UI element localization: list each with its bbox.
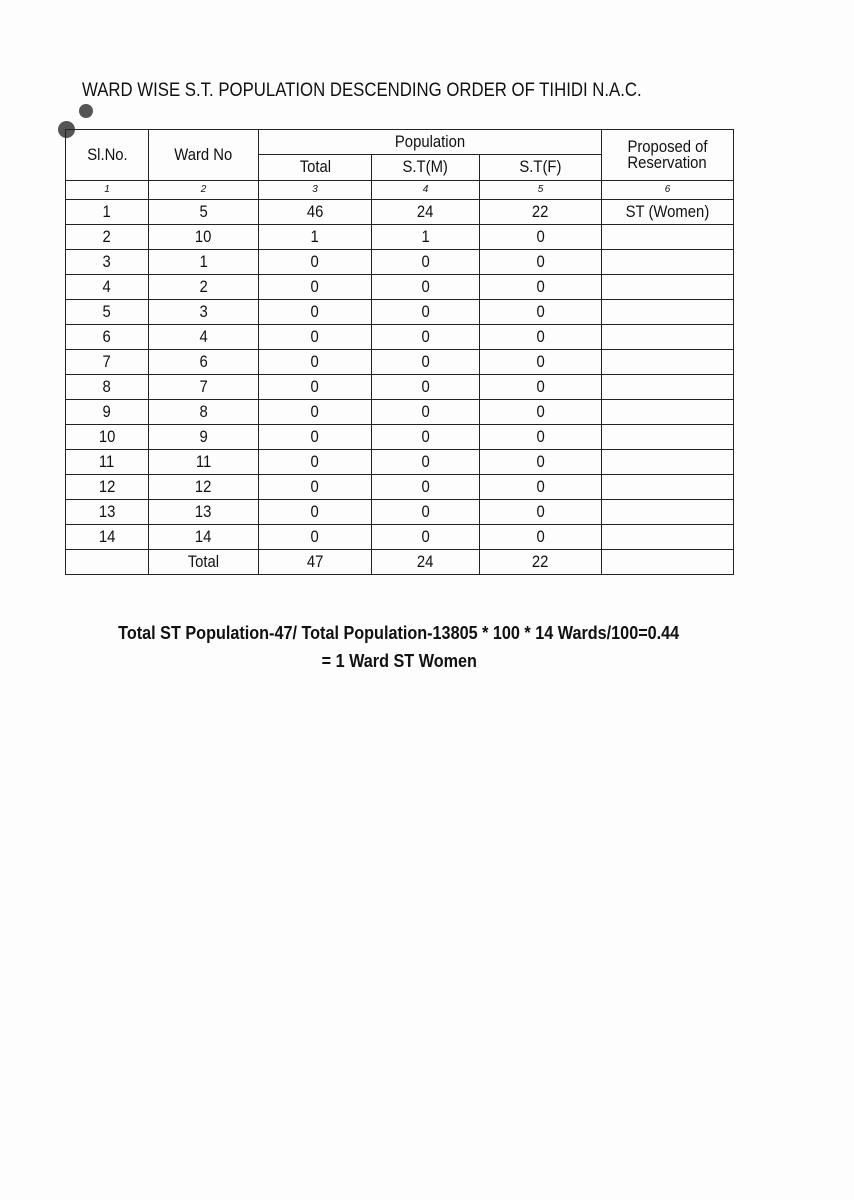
cell-ward-no: 6 [149,350,259,375]
table-row [66,300,734,325]
totals-st-m: 24 [372,550,480,575]
cell-sl-no: 4 [66,275,149,300]
cell-sl-no: 5 [66,300,149,325]
cell-sl-no: 1 [66,200,149,225]
cell-st-m: 1 [372,225,480,250]
cell-st-m: 0 [372,375,480,400]
header-st-f: S.T(F) [480,155,602,181]
header-total: Total [259,155,372,181]
header-population: Population [259,130,602,155]
cell-st-f: 0 [480,250,602,275]
cell-ward-no: 3 [149,300,259,325]
cell-total: 0 [259,375,372,400]
cell-st-f: 0 [480,225,602,250]
cell-ward-no: 8 [149,400,259,425]
cell-st-f: 0 [480,475,602,500]
column-index: 2 [149,181,259,200]
totals-st-f: 22 [480,550,602,575]
cell-ward-no: 5 [149,200,259,225]
table-row [66,400,734,425]
table-row [66,475,734,500]
cell-sl-no: 14 [66,525,149,550]
cell-reservation: ST (Women) [602,200,734,225]
cell-st-m: 0 [372,250,480,275]
cell-st-m: 0 [372,450,480,475]
ward-population-table [65,129,734,575]
table-row [66,500,734,525]
header-proposed-reservation: Proposed of Reservation [602,130,734,181]
cell-total: 1 [259,225,372,250]
cell-st-f: 0 [480,500,602,525]
column-index: 6 [602,181,734,200]
table-row [66,350,734,375]
formula-line-1: Total ST Population-47/ Total Population-13805 * 100 * 14 Wards/100=0.44 [118,623,680,643]
cell-st-m: 0 [372,400,480,425]
totals-label: Total [149,550,259,575]
cell-st-f: 0 [480,375,602,400]
cell-reservation [602,350,734,375]
cell-total: 0 [259,350,372,375]
cell-st-m: 24 [372,200,480,225]
cell-reservation [602,325,734,350]
table-row [66,375,734,400]
cell-sl-no: 10 [66,425,149,450]
cell-total: 0 [259,400,372,425]
cell-st-f: 0 [480,275,602,300]
totals-reservation-empty [602,550,734,575]
cell-reservation [602,400,734,425]
cell-st-f: 0 [480,325,602,350]
table-row [66,250,734,275]
cell-total: 0 [259,500,372,525]
column-index: 1 [66,181,149,200]
totals-total: 47 [259,550,372,575]
totals-row [66,550,734,575]
cell-sl-no: 12 [66,475,149,500]
header-ward-no: Ward No [149,130,259,181]
column-index: 4 [372,181,480,200]
cell-sl-no: 3 [66,250,149,275]
cell-ward-no: 9 [149,425,259,450]
cell-reservation [602,275,734,300]
cell-ward-no: 13 [149,500,259,525]
cell-st-f: 0 [480,350,602,375]
cell-reservation [602,375,734,400]
cell-st-f: 0 [480,300,602,325]
cell-reservation [602,250,734,275]
cell-reservation [602,225,734,250]
cell-ward-no: 4 [149,325,259,350]
header-st-m: S.T(M) [372,155,480,181]
punch-hole-mark [79,104,93,118]
cell-ward-no: 12 [149,475,259,500]
cell-st-f: 0 [480,400,602,425]
table-row [66,325,734,350]
cell-reservation [602,300,734,325]
cell-total: 0 [259,450,372,475]
cell-total: 0 [259,250,372,275]
document-title: WARD WISE S.T. POPULATION DESCENDING ORDER OF TIHIDI N.A.C. [82,79,642,101]
cell-st-f: 0 [480,425,602,450]
cell-reservation [602,525,734,550]
cell-ward-no: 10 [149,225,259,250]
table-row [66,425,734,450]
cell-sl-no: 2 [66,225,149,250]
table-row [66,275,734,300]
cell-total: 46 [259,200,372,225]
cell-sl-no: 9 [66,400,149,425]
column-index: 5 [480,181,602,200]
table-body [66,200,734,575]
cell-total: 0 [259,275,372,300]
table-row [66,200,734,225]
cell-st-m: 0 [372,500,480,525]
cell-st-m: 0 [372,475,480,500]
cell-reservation [602,475,734,500]
cell-st-m: 0 [372,275,480,300]
cell-total: 0 [259,475,372,500]
column-index: 3 [259,181,372,200]
cell-st-f: 0 [480,525,602,550]
table-row [66,450,734,475]
cell-ward-no: 14 [149,525,259,550]
cell-reservation [602,450,734,475]
cell-ward-no: 7 [149,375,259,400]
header-sl-no: Sl.No. [66,130,149,181]
table-header-row [66,130,734,155]
totals-empty-cell [66,550,149,575]
table-row [66,225,734,250]
cell-ward-no: 1 [149,250,259,275]
cell-sl-no: 7 [66,350,149,375]
cell-total: 0 [259,525,372,550]
cell-st-f: 0 [480,450,602,475]
cell-sl-no: 13 [66,500,149,525]
cell-sl-no: 6 [66,325,149,350]
cell-ward-no: 2 [149,275,259,300]
column-index-row [66,181,734,200]
cell-st-m: 0 [372,350,480,375]
cell-st-m: 0 [372,300,480,325]
table-row [66,525,734,550]
cell-sl-no: 11 [66,450,149,475]
cell-total: 0 [259,325,372,350]
cell-reservation [602,500,734,525]
cell-st-m: 0 [372,325,480,350]
cell-total: 0 [259,300,372,325]
cell-sl-no: 8 [66,375,149,400]
cell-st-m: 0 [372,425,480,450]
cell-st-f: 22 [480,200,602,225]
formula-line-2: = 1 Ward ST Women [321,651,477,671]
cell-ward-no: 11 [149,450,259,475]
cell-reservation [602,425,734,450]
cell-st-m: 0 [372,525,480,550]
cell-total: 0 [259,425,372,450]
